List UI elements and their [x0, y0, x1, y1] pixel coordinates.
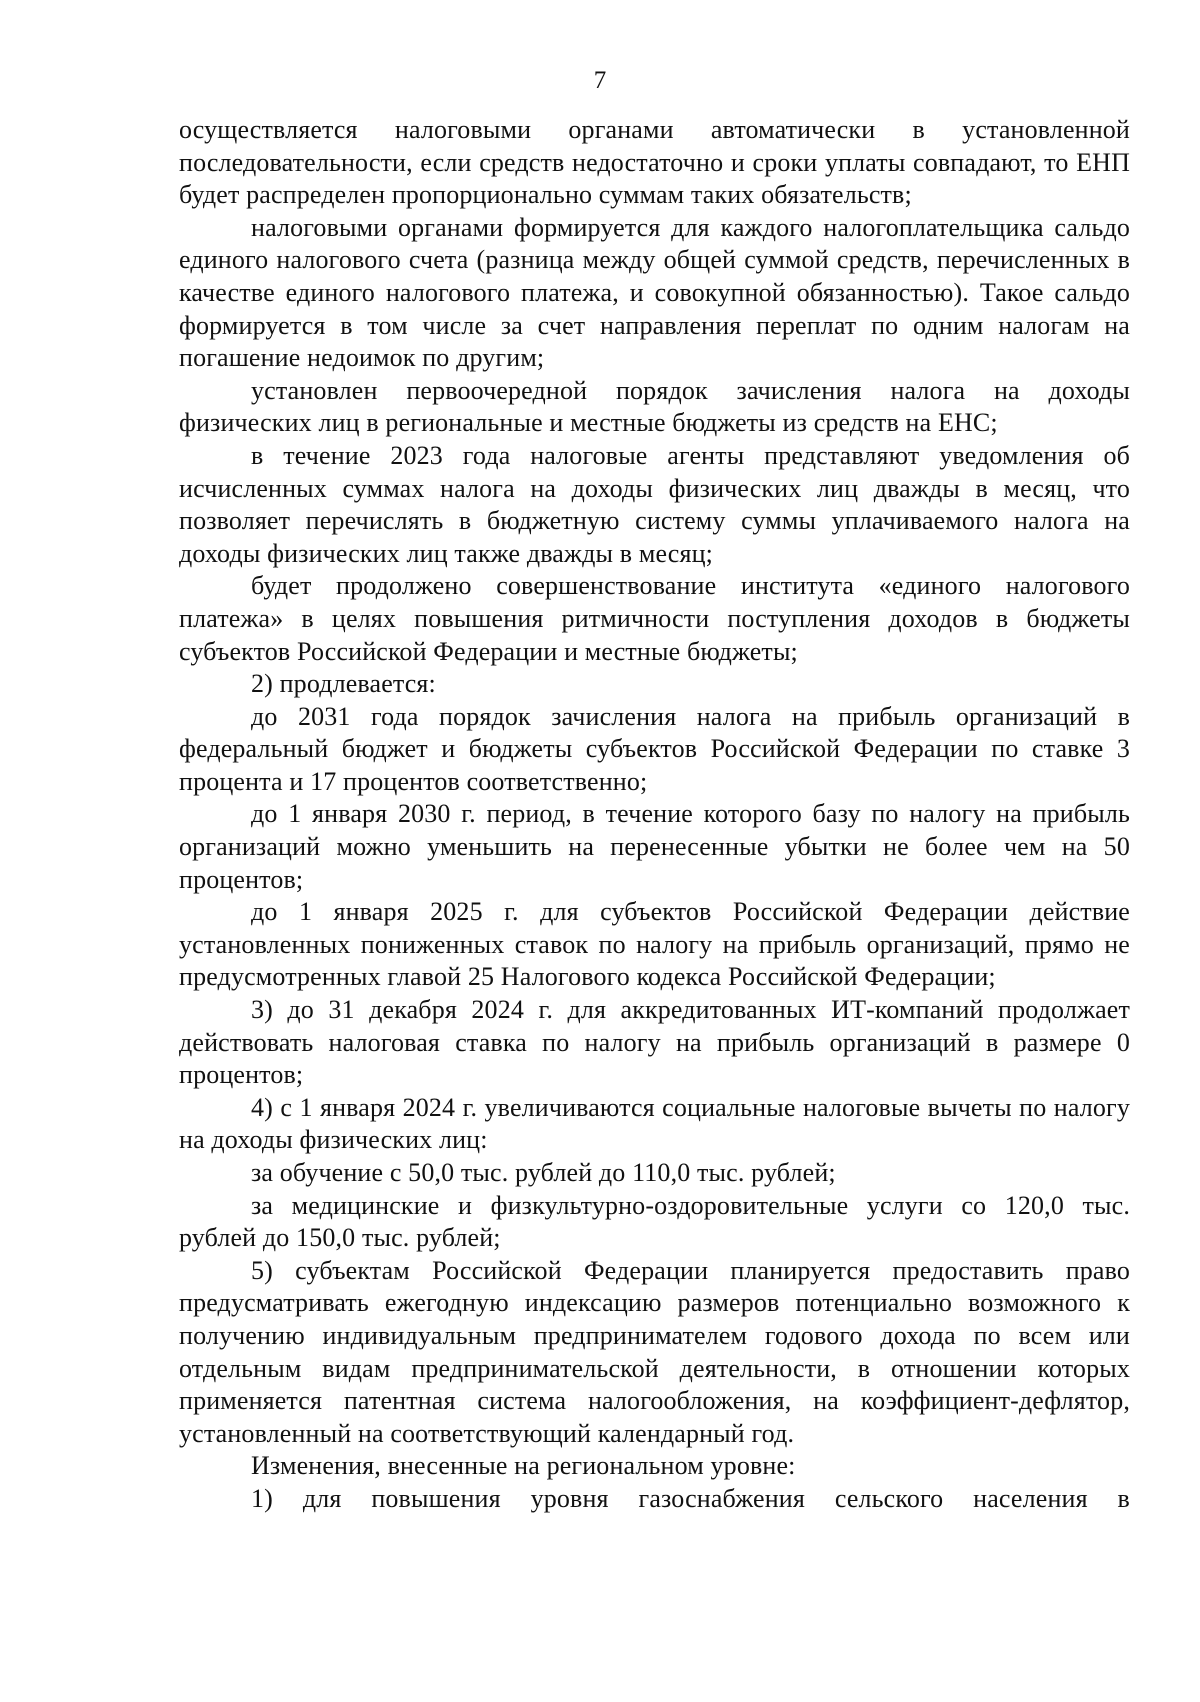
paragraph: до 2031 года порядок зачисления налога на прибыль организаций в федеральный бюджет и бюджеты субъектов Российской Федерации по ставке 3 процента и 17 процентов соответственно; — [179, 701, 1130, 796]
paragraph: налоговыми органами формируется для каждого налогоплательщика сальдо единого налогового счета (разница между общей суммой средств, перечисленных в качестве единого налогового платежа, и совокупной обязанностью). Такое сальдо формируется в том числе за счет направления переплат по одним налогам на погашение недоимок по другим; — [179, 212, 1130, 373]
paragraph: до 1 января 2030 г. период, в течение которого базу по налогу на прибыль организаций можно уменьшить на перенесенные убытки не более чем на 50 процентов; — [179, 799, 1130, 894]
paragraph: будет продолжено совершенствование института «единого налогового платежа» в целях повышения ритмичности поступления доходов в бюджеты субъектов Российской Федерации и местные бюджеты; — [179, 571, 1130, 666]
paragraph: 2) продлевается: — [251, 669, 436, 699]
paragraph: за медицинские и физкультурно-оздоровительные услуги со 120,0 тыс. рублей до 150,0 тыс. рублей; — [179, 1190, 1130, 1253]
document-body — [179, 114, 1130, 1516]
paragraph: осуществляется налоговыми органами автоматически в установленной последовательности, если средств недостаточно и сроки уплаты совпадают, то ЕНП будет распределен пропорционально суммам таких обязательств; — [179, 115, 1130, 210]
paragraph: Изменения, внесенные на региональном уровне: — [251, 1451, 796, 1481]
paragraph: за обучение с 50,0 тыс. рублей до 110,0 тыс. рублей; — [251, 1158, 836, 1187]
paragraph: 4) с 1 января 2024 г. увеличиваются социальные налоговые вычеты по налогу на доходы физических лиц: — [179, 1092, 1130, 1155]
paragraph: в течение 2023 года налоговые агенты представляют уведомления об исчисленных суммах налога на доходы физических лиц дважды в месяц, что позволяет перечислять в бюджетную систему суммы уплачиваемого налога на доходы физических лиц также дважды в месяц; — [179, 440, 1130, 568]
paragraph: до 1 января 2025 г. для субъектов Российской Федерации действие установленных пониженных ставок по налогу на прибыль организаций, прямо не предусмотренных главой 25 Налогового кодекса Российской Федерации; — [179, 897, 1130, 992]
paragraph: 5) субъектам Российской Федерации планируется предоставить право предусматривать ежегодную индексацию размеров потенциально возможного к получению индивидуальным предпринимателем годового дохода по всем или отдельным видам предпринимательской деятельности, в отношении которых применяется патентная система налогообложения, на коэффициент-дефлятор, установленный на соответствующий календарный год. — [179, 1255, 1130, 1448]
paragraph: установлен первоочередной порядок зачисления налога на доходы физических лиц в региональные и местные бюджеты из средств на ЕНС; — [179, 375, 1130, 438]
paragraph: 3) до 31 декабря 2024 г. для аккредитованных ИТ-компаний продолжает действовать налоговая ставка по налогу на прибыль организаций в размере 0 процентов; — [179, 995, 1130, 1090]
paragraph: 1) для повышения уровня газоснабжения сельского населения в — [251, 1483, 1130, 1513]
page-number: 7 — [593, 67, 607, 94]
